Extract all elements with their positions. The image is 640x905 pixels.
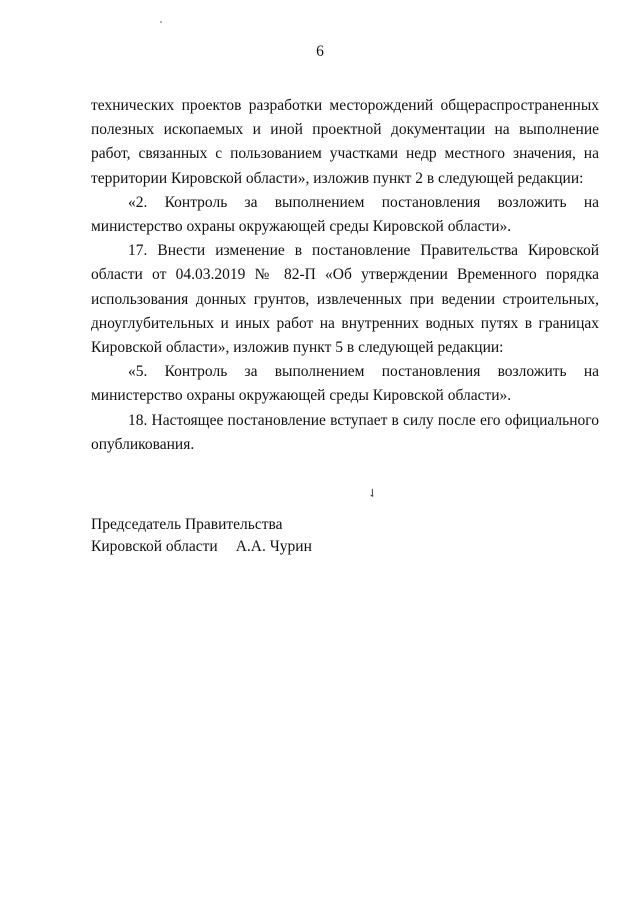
paragraph-item-17: 17. Внести изменение в постановление Правительства Кировской области от 04.03.2019 № 82-П «Об утверждении Временного порядка использования донных грунтов, извлеченных при ведении строительных, дноуглубительных и иных работ на внутренних водных путях в границах Кировской области», изложив пункт 5 в следующей редакции: <box>91 242 599 357</box>
signatory-region: Кировской области <box>91 538 218 555</box>
signatory-name: А.А. Чурин <box>235 538 312 555</box>
paragraph-quoted-item-5: «5. Контроль за выполнением постановления возложить на министерство охраны окружающей среды Кировской области». <box>91 363 599 405</box>
paragraph-continuation: технических проектов разработки месторождений общераспространенных полезных ископаемых и иной проектной документации на выполнение работ, связанных с пользованием участками недр местного значения, на территории Кировской области», изложив пункт 2 в следующей редакции: <box>91 97 599 187</box>
paragraph-quoted-item-2: «2. Контроль за выполнением постановления возложить на министерство охраны окружающей среды Кировской области». <box>91 193 599 236</box>
signatory-position: Председатель Правительства <box>91 516 283 533</box>
document-body <box>91 94 599 457</box>
check-mark: ✓ <box>364 484 382 502</box>
signatory-region-row <box>91 536 312 558</box>
scan-speck <box>160 21 162 23</box>
page-number: 6 <box>316 43 324 60</box>
signature-block <box>91 514 312 558</box>
paragraph-item-18: 18. Настоящее постановление вступает в силу после его официального опубликования. <box>91 411 599 453</box>
